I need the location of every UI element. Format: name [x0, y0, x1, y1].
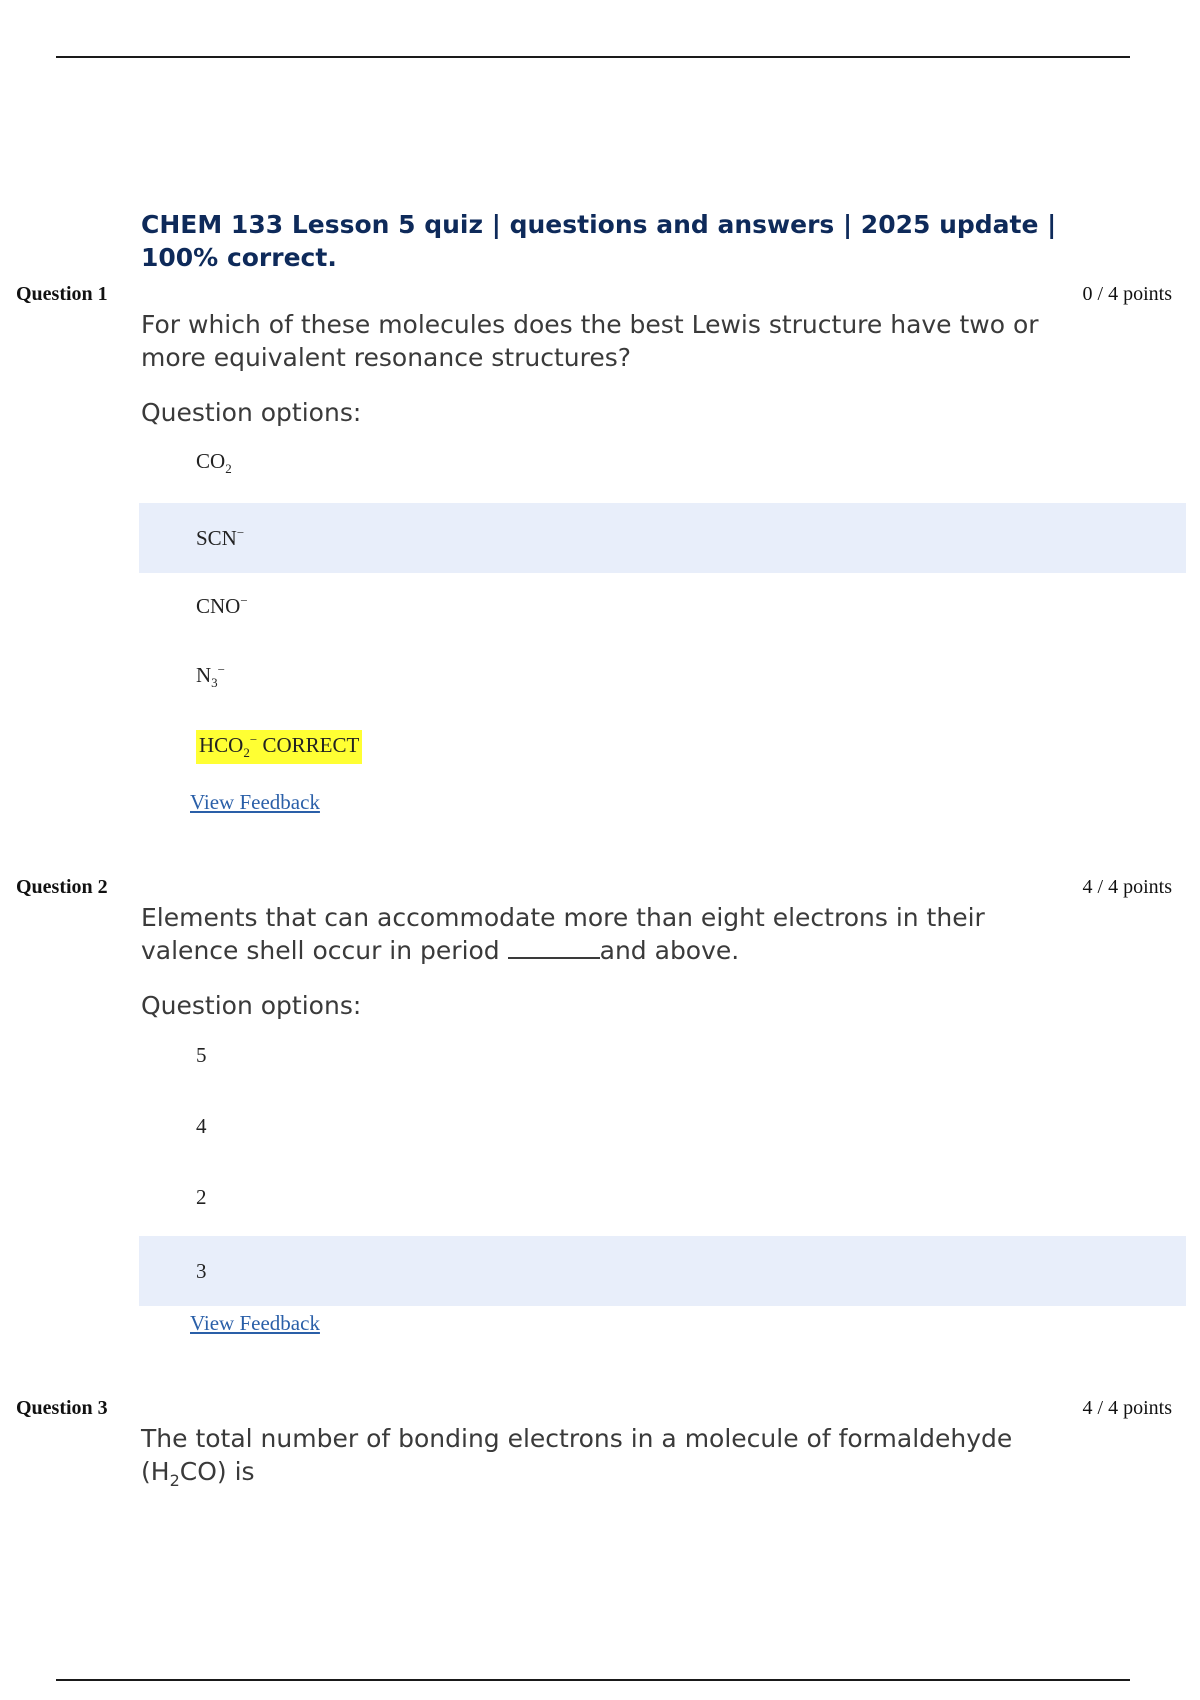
question-2-option-3[interactable] — [139, 1236, 1186, 1306]
question-2-label: Question 2 — [16, 876, 108, 898]
footer-rule — [56, 1679, 1130, 1681]
option-text: 4 — [196, 1113, 207, 1138]
question-2-options-heading: Question options: — [141, 991, 362, 1020]
option-text: 3 — [196, 1258, 207, 1283]
question-2-option-4[interactable] — [139, 1091, 1186, 1161]
correct-answer-highlight: $HCO_2^-$ CORRECT — [196, 730, 362, 763]
question-1-label: Question 1 — [16, 283, 108, 305]
question-2-option-2[interactable] — [139, 1162, 1186, 1232]
question-1-option-hco2[interactable] — [139, 712, 1186, 782]
question-1-option-n3[interactable] — [139, 642, 1186, 712]
question-1-view-feedback-link[interactable]: View Feedback — [190, 790, 320, 814]
question-1-options-heading: Question options: — [141, 398, 362, 427]
question-2-text: Elements that can accommodate more than eight electrons in their valence shell occur in period and above. — [141, 903, 985, 965]
question-2-points: 4 / 4 points — [1082, 876, 1172, 898]
question-1-text: For which of these molecules does the best Lewis structure have two or more equivalent resonance structures? — [141, 310, 1039, 372]
option-text: SCN− — [196, 525, 245, 550]
document-title: CHEM 133 Lesson 5 quiz | questions and answers | 2025 update | 100% correct. — [141, 210, 1057, 272]
question-1-option-co2[interactable] — [139, 428, 1186, 498]
question-3-label: Question 3 — [16, 1397, 108, 1419]
question-2-view-feedback-link[interactable]: View Feedback — [190, 1311, 320, 1335]
answer-blank — [508, 935, 600, 959]
option-text: CNO− — [196, 593, 248, 618]
question-2-option-5[interactable] — [139, 1020, 1186, 1090]
option-text: 2 — [196, 1184, 207, 1209]
question-1-points: 0 / 4 points — [1082, 283, 1172, 305]
question-1-option-scn[interactable] — [139, 503, 1186, 573]
header-rule — [56, 56, 1130, 58]
question-3-points: 4 / 4 points — [1082, 1397, 1172, 1419]
question-3-text: The total number of bonding electrons in a molecule of formaldehyde $(H_2CO)$ is — [141, 1424, 1013, 1490]
option-text: 5 — [196, 1042, 207, 1067]
question-1-option-cno[interactable] — [139, 571, 1186, 641]
option-text: $N_3^-$ — [196, 662, 226, 691]
option-text: $CO_2$ — [196, 448, 232, 477]
